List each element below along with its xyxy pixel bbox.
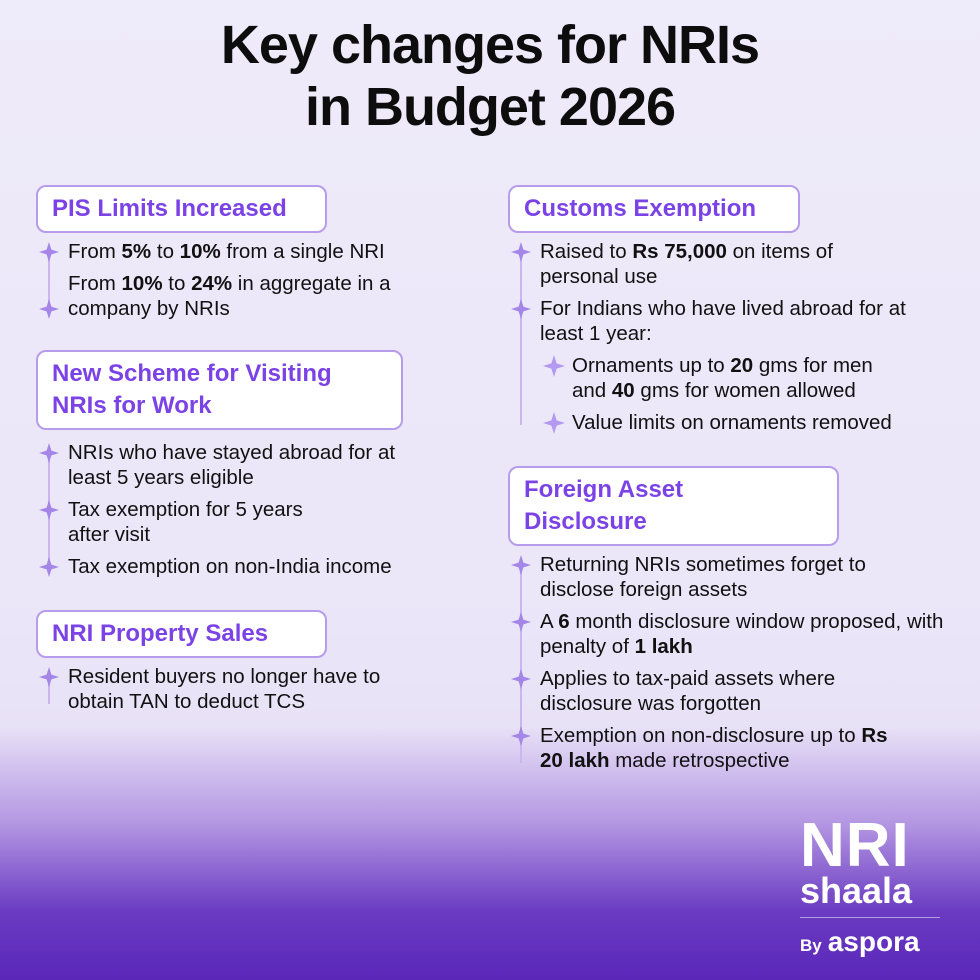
list-item: Raised to Rs 75,000 on items of personal use — [508, 239, 870, 289]
sparkle-star-icon — [511, 612, 531, 632]
sparkle-star-icon — [511, 555, 531, 575]
logo-byline: By aspora — [800, 926, 920, 957]
section-property-sales — [36, 610, 436, 721]
sparkle-star-icon — [39, 242, 59, 262]
list-item: Returning NRIs sometimes forget to disclose foreign assets — [508, 552, 910, 602]
item-list — [36, 239, 436, 321]
list-item: From 5% to 10% from a single NRI — [36, 239, 436, 264]
list-item: From 10% to 24% in aggregate in a company by NRIs — [36, 271, 408, 321]
sparkle-star-icon — [543, 355, 565, 377]
sub-list — [540, 353, 948, 435]
logo-nri: NRI — [800, 811, 910, 880]
brand-logo — [800, 811, 950, 958]
section-header: New Scheme for Visiting NRIs for Work — [36, 350, 403, 430]
section-pis-limits — [36, 185, 436, 328]
sparkle-star-icon — [511, 669, 531, 689]
logo-shaala: shaala — [800, 870, 913, 911]
sub-list-item: Ornaments up to 20 gms for men and 40 gms for women allowed — [540, 353, 912, 403]
logo-divider — [800, 917, 940, 918]
list-item: Resident buyers no longer have to obtain TAN to deduct TCS — [36, 664, 408, 714]
section-foreign-asset-disclosure — [508, 466, 948, 780]
list-item: Tax exemption on non-India income — [36, 554, 456, 579]
title-line-1: Key changes for NRIs — [220, 15, 760, 75]
item-list — [36, 664, 436, 714]
list-item: For Indians who have lived abroad for at least 1 year: — [508, 296, 940, 346]
section-header: Foreign Asset Disclosure — [508, 466, 839, 546]
section-visiting-scheme — [36, 350, 456, 586]
sparkle-star-icon — [39, 557, 59, 577]
item-list — [508, 239, 948, 435]
list-item: Tax exemption for 5 years after visit — [36, 497, 456, 547]
list-item: A 6 month disclosure window proposed, with penalty of 1 lakh — [508, 609, 950, 659]
section-header: NRI Property Sales — [36, 610, 327, 658]
sparkle-star-icon — [511, 299, 531, 319]
title-line-2: in Budget 2026 — [304, 77, 676, 137]
list-item: Exemption on non-disclosure up to Rs 20 lakh made retrospective — [508, 723, 910, 773]
sparkle-star-icon — [39, 667, 59, 687]
sparkle-star-icon — [39, 500, 59, 520]
sparkle-star-icon — [511, 726, 531, 746]
page-title — [0, 14, 980, 138]
sparkle-star-icon — [39, 299, 59, 319]
sub-list-item: Value limits on ornaments removed — [540, 410, 948, 435]
item-list — [508, 552, 948, 773]
list-item: NRIs who have stayed abroad for at least 5 years eligible — [36, 440, 398, 490]
sparkle-star-icon — [543, 412, 565, 434]
sparkle-star-icon — [39, 443, 59, 463]
section-customs-exemption — [508, 185, 948, 442]
sparkle-star-icon — [511, 242, 531, 262]
list-item: Applies to tax-paid assets where disclosure was forgotten — [508, 666, 900, 716]
section-header: PIS Limits Increased — [36, 185, 327, 233]
section-header: Customs Exemption — [508, 185, 800, 233]
item-list — [36, 440, 456, 579]
logo-brand: aspora — [827, 926, 920, 957]
